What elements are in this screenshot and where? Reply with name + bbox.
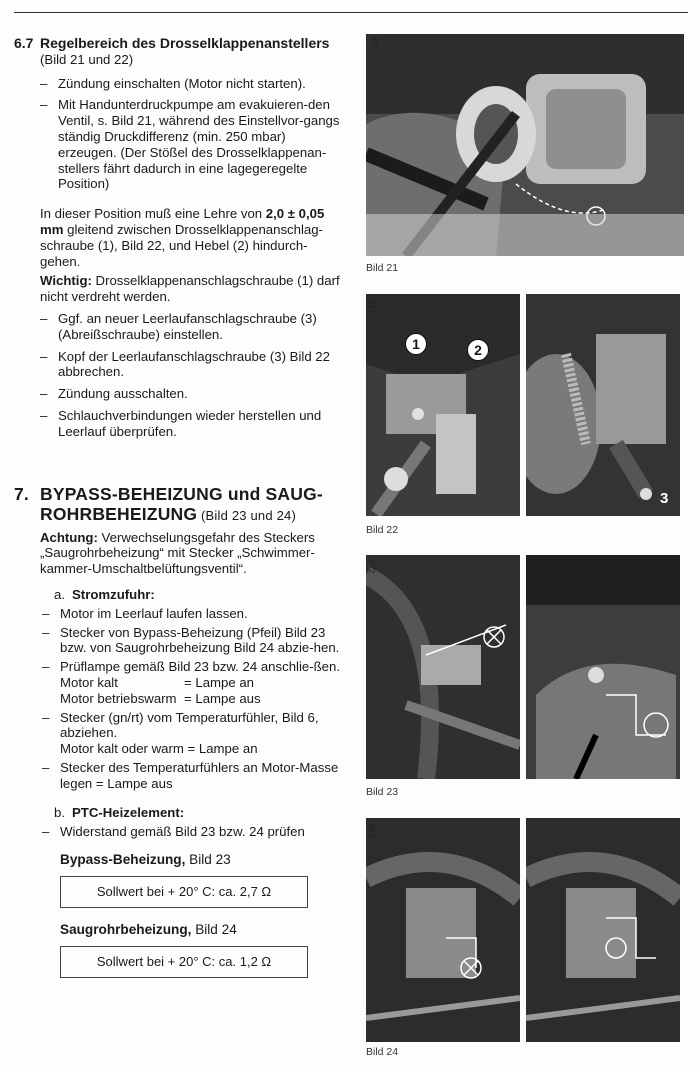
box-label: Saugrohrbeheizung, <box>60 921 192 937</box>
section-title: Regelbereich des Drosselklappenanstellers <box>40 35 330 51</box>
figure-caption: Bild 22 <box>366 524 399 536</box>
section-title: BYPASS-BEHEIZUNG und SAUG- <box>40 483 323 504</box>
subsection-b-heading <box>54 805 344 821</box>
list-item: – Widerstand gemäß Bild 23 bzw. 24 prüfen <box>42 824 344 840</box>
state-result: = Lampe an <box>184 674 255 690</box>
state-condition: Motor betriebswarm <box>60 690 177 706</box>
box-heading-bypass <box>60 852 344 868</box>
state-row <box>60 675 344 691</box>
list-item: – Kopf der Leerlaufanschlagschraube (3) Bild 22 abbrechen. <box>40 349 344 381</box>
caution-text: Verwechselungsgefahr des Steckers „Saugrohrbeheizung“ mit Stecker „Schwimmer-kammer-Umschaltbelüftungsventil“. <box>40 529 315 577</box>
para-text: In dieser Position muß eine Lehre von <box>40 206 266 222</box>
box-ref: Bild 24 <box>191 921 237 937</box>
list-item: – Schlauchverbindungen wieder herstellen und Leerlauf überprüfen. <box>40 408 344 440</box>
section-number: 7. <box>14 483 29 504</box>
gauge-paragraph <box>40 206 344 269</box>
figure-caption: Bild 21 <box>366 262 399 274</box>
bild-24-right-photo <box>526 818 680 1042</box>
callout-3: 3 <box>660 490 669 507</box>
figure-id: 973 <box>367 824 376 838</box>
list-item: – Zündung einschalten (Motor nicht starten). <box>40 76 344 92</box>
text-column <box>14 36 344 978</box>
subsection-letter: a. <box>54 586 65 602</box>
figure-caption: Bild 24 <box>366 1046 399 1058</box>
bild-24-left-photo <box>366 818 520 1042</box>
list-item: – Mit Handunterdruckpumpe am evakuieren-den Ventil, s. Bild 21, während des Einstellvor-gangs ständig Druckdifferenz (min. 250 mbar) erzeugen. (Der Stößel des Drosselklappenan-stellers fährt dadurch in eine lagegeregelte Position) <box>40 97 344 192</box>
state-result: = Lampe aus <box>184 690 261 706</box>
list-item: – Stecker von Bypass-Beheizung (Pfeil) Bild 23 bzw. von Saugrohrbeheizung Bild 24 abzie-hen. <box>42 625 344 657</box>
section-ref: (Bild 23 und 24) <box>197 507 296 523</box>
state-line: Motor kalt oder warm = Lampe an <box>60 741 258 757</box>
list-item: – Motor im Leerlauf laufen lassen. <box>42 606 344 622</box>
callout-1: 1 <box>405 333 427 355</box>
list-item-text: – Prüflampe gemäß Bild 23 bzw. 24 anschlie-ßen. <box>60 659 341 675</box>
note-text: Drosselklappenanschlagschraube (1) darf nicht verdreht werden. <box>40 273 340 305</box>
list-item: – Ggf. an neuer Leerlaufanschlagschraube (3) (Abreißschraube) einstellen. <box>40 311 344 343</box>
note <box>40 273 344 305</box>
bild-22-left-photo <box>366 294 520 516</box>
figure-caption: Bild 23 <box>366 786 399 798</box>
box-heading-saugrohr <box>60 922 344 938</box>
list-item <box>42 659 344 706</box>
state-condition: Motor kalt <box>60 674 118 690</box>
bild-22-right-photo <box>526 294 680 516</box>
section-6-7-heading <box>14 36 344 52</box>
note-label: Wichtig: <box>40 273 92 289</box>
list-item: – Stecker des Temperaturfühlers an Motor-Masse legen = Lampe aus <box>42 760 344 792</box>
figure-id: 972 <box>367 560 376 574</box>
subsection-title: PTC-Heizelement: <box>72 805 185 821</box>
figure-id: 971 <box>367 300 376 314</box>
bild-23-right-photo <box>526 555 680 779</box>
caution <box>40 530 344 577</box>
section-number: 6.7 <box>14 35 34 51</box>
state-row <box>60 691 344 707</box>
value-box-saugrohr: Sollwert bei + 20° C: ca. 1,2 Ω <box>60 946 308 978</box>
subsection-a-heading <box>54 587 344 603</box>
subsection-letter: b. <box>54 805 65 821</box>
value-box-bypass: Sollwert bei + 20° C: ca. 2,7 Ω <box>60 876 308 908</box>
section-title: ROHRBEHEIZUNG <box>40 503 198 524</box>
list-item <box>42 710 344 757</box>
bild-21-photo <box>366 34 684 256</box>
box-ref: Bild 23 <box>185 852 231 868</box>
callout-2: 2 <box>467 339 489 361</box>
box-label: Bypass-Beheizung, <box>60 852 186 868</box>
section-subtitle: (Bild 21 und 22) <box>40 51 134 67</box>
bild-23-left-photo <box>366 555 520 779</box>
caution-label: Achtung: <box>40 529 98 545</box>
para-text: gleitend zwischen Drosselklappenanschlag-schraube (1), Bild 22, und Hebel (2) hindurch-gehen. <box>40 221 323 269</box>
section-7-heading <box>14 484 344 526</box>
top-rule <box>14 12 688 13</box>
subsection-title: Stromzufuhr: <box>72 586 155 602</box>
gauge-value: 2,0 ± 0,05 mm <box>40 206 325 237</box>
list-item-text: – Stecker (gn/rt) vom Temperaturfühler, Bild 6, abziehen. <box>60 709 319 741</box>
figure-id: 970 <box>369 36 378 50</box>
list-item: – Zündung ausschalten. <box>40 386 344 402</box>
